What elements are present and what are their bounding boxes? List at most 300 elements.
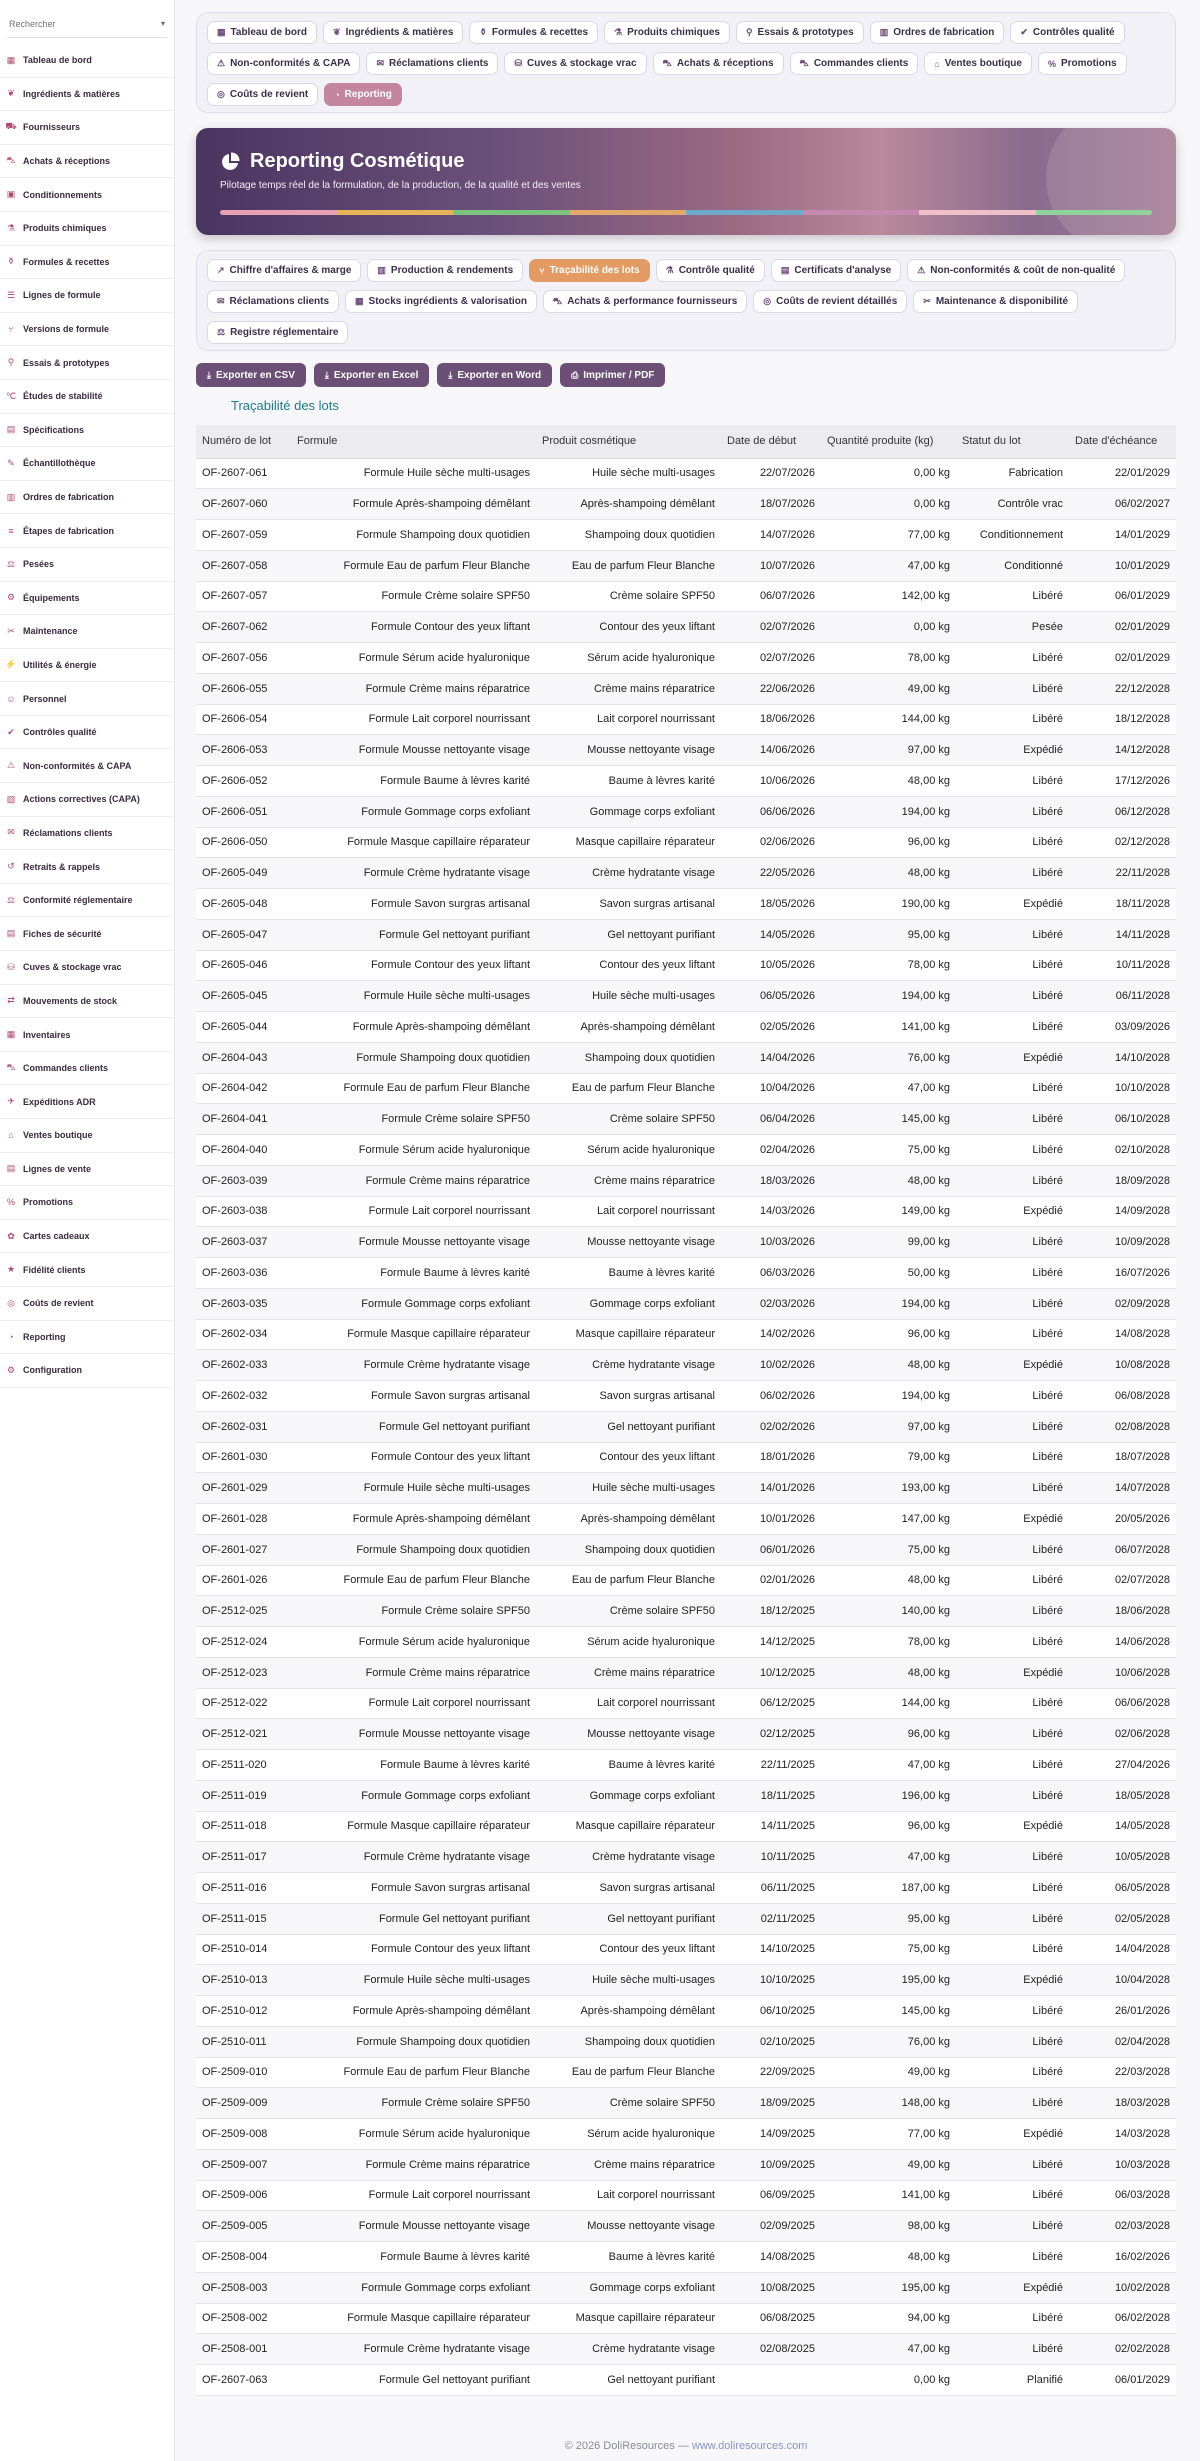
cell-start-date: 14/08/2025 xyxy=(721,2242,821,2273)
cell-product: Gommage corps exfoliant xyxy=(536,2272,721,2303)
table-row[interactable] xyxy=(196,858,1176,889)
table-row[interactable] xyxy=(196,1750,1176,1781)
sidebar-item-22[interactable] xyxy=(0,783,173,817)
sidebar-item-39[interactable] xyxy=(0,1354,173,1388)
cell-expiry-date: 14/03/2028 xyxy=(1069,2119,1176,2150)
topnav-tab-label: Contrôles qualité xyxy=(1032,27,1115,38)
table-row[interactable] xyxy=(196,950,1176,981)
sidebar-item-36[interactable] xyxy=(0,1253,173,1287)
sidebar-item-label: Pesées xyxy=(23,559,55,570)
export-csv-button[interactable] xyxy=(196,363,306,387)
table-row[interactable] xyxy=(196,1627,1176,1658)
report-tab-1[interactable] xyxy=(367,259,523,282)
cell-formula: Formule Crème mains réparatrice xyxy=(291,2149,536,2180)
sidebar-item-19[interactable] xyxy=(0,682,173,716)
cell-product: Shampoing doux quotidien xyxy=(536,1042,721,1073)
table-row[interactable] xyxy=(196,550,1176,581)
table-row[interactable] xyxy=(196,1258,1176,1289)
table-row[interactable] xyxy=(196,1196,1176,1227)
table-row[interactable] xyxy=(196,1873,1176,1904)
cell-lot-status: Libéré xyxy=(956,858,1069,889)
cell-quantity: 94,00 kg xyxy=(821,2303,956,2334)
table-row[interactable] xyxy=(196,2119,1176,2150)
cell-lot-number: OF-2605-048 xyxy=(196,889,291,920)
cell-expiry-date: 02/01/2029 xyxy=(1069,612,1176,643)
topnav-tab-10[interactable] xyxy=(653,52,784,75)
cell-lot-status: Libéré xyxy=(956,1565,1069,1596)
cell-start-date: 10/03/2026 xyxy=(721,1227,821,1258)
hero-decoration xyxy=(1046,128,1176,235)
table-row[interactable] xyxy=(196,1319,1176,1350)
table-row[interactable] xyxy=(196,1473,1176,1504)
column-header-formula[interactable]: Formule xyxy=(291,425,536,458)
table-row[interactable] xyxy=(196,735,1176,766)
report-tabs xyxy=(196,250,1176,351)
cell-lot-status: Libéré xyxy=(956,2180,1069,2211)
cell-expiry-date: 10/08/2028 xyxy=(1069,1350,1176,1381)
cell-lot-status: Libéré xyxy=(956,950,1069,981)
topnav-tab-label: Promotions xyxy=(1060,58,1117,69)
topnav-tab-1[interactable] xyxy=(323,21,463,44)
truck-icon: ⛟ xyxy=(5,121,17,132)
table-row[interactable] xyxy=(196,1442,1176,1473)
cell-quantity: 49,00 kg xyxy=(821,2149,956,2180)
cell-product: Shampoing doux quotidien xyxy=(536,2026,721,2057)
table-row[interactable] xyxy=(196,766,1176,797)
cell-lot-status: Expédié xyxy=(956,1042,1069,1073)
cell-formula: Formule Crème mains réparatrice xyxy=(291,673,536,704)
cell-lot-status: Libéré xyxy=(956,1227,1069,1258)
table-row[interactable] xyxy=(196,2180,1176,2211)
table-row[interactable] xyxy=(196,796,1176,827)
sidebar-item-27[interactable] xyxy=(0,951,173,985)
sidebar-item-17[interactable] xyxy=(0,615,173,649)
cell-lot-status: Expédié xyxy=(956,1504,1069,1535)
sidebar-item-29[interactable] xyxy=(0,1018,173,1052)
table-row[interactable] xyxy=(196,2303,1176,2334)
box-icon: ▣ xyxy=(6,189,16,200)
cell-start-date: 06/09/2025 xyxy=(721,2180,821,2211)
sidebar-item-32[interactable] xyxy=(0,1119,173,1153)
table-row[interactable] xyxy=(196,1842,1176,1873)
cell-product: Crème solaire SPF50 xyxy=(536,1104,721,1135)
cell-quantity: 49,00 kg xyxy=(821,2057,956,2088)
print-pdf-button[interactable] xyxy=(560,363,665,387)
cell-start-date: 18/09/2025 xyxy=(721,2088,821,2119)
cell-lot-number: OF-2603-037 xyxy=(196,1227,291,1258)
table-row[interactable] xyxy=(196,1227,1176,1258)
report-tab-label: Stocks ingrédients & valorisation xyxy=(368,296,527,307)
topnav-tab-2[interactable] xyxy=(469,21,598,44)
topnav-tab-0[interactable] xyxy=(207,21,317,44)
table-row[interactable] xyxy=(196,643,1176,674)
report-tab-2[interactable] xyxy=(529,259,649,282)
table-row[interactable] xyxy=(196,1135,1176,1166)
action-button-label: Exporter en Excel xyxy=(333,369,419,381)
sidebar-item-label: Commandes clients xyxy=(23,1063,109,1074)
cell-start-date: 14/06/2026 xyxy=(721,735,821,766)
table-row[interactable] xyxy=(196,2026,1176,2057)
cell-lot-status: Contrôle vrac xyxy=(956,489,1069,520)
cell-formula: Formule Crème solaire SPF50 xyxy=(291,1104,536,1135)
column-header-lot-number[interactable]: Numéro de lot xyxy=(196,425,291,458)
sidebar-item-23[interactable] xyxy=(0,817,173,851)
cell-lot-number: OF-2606-055 xyxy=(196,673,291,704)
sidebar-search xyxy=(7,10,167,38)
table-row[interactable] xyxy=(196,489,1176,520)
cell-lot-status: Libéré xyxy=(956,1073,1069,1104)
topnav-tab-8[interactable] xyxy=(366,52,498,75)
cell-expiry-date: 02/09/2028 xyxy=(1069,1288,1176,1319)
cell-lot-number: OF-2508-002 xyxy=(196,2303,291,2334)
sidebar-item-18[interactable] xyxy=(0,649,173,683)
table-row[interactable] xyxy=(196,1165,1176,1196)
report-tab-8[interactable] xyxy=(543,290,747,313)
table-row[interactable] xyxy=(196,1504,1176,1535)
table-row[interactable] xyxy=(196,1934,1176,1965)
sidebar-item-10[interactable] xyxy=(0,380,173,414)
cell-expiry-date: 18/11/2028 xyxy=(1069,889,1176,920)
cell-start-date xyxy=(721,2365,821,2396)
report-tab-label: Achats & performance fournisseurs xyxy=(567,296,738,307)
cell-lot-number: OF-2511-017 xyxy=(196,1842,291,1873)
cell-lot-number: OF-2510-013 xyxy=(196,1965,291,1996)
table-row[interactable] xyxy=(196,1719,1176,1750)
sidebar-item-8[interactable] xyxy=(0,313,173,347)
cell-product: Crème solaire SPF50 xyxy=(536,581,721,612)
sidebar-item-38[interactable] xyxy=(0,1321,173,1355)
report-tab-0[interactable] xyxy=(207,259,361,282)
sidebar-item-3[interactable] xyxy=(0,145,173,179)
table-row[interactable] xyxy=(196,2365,1176,2396)
sidebar-item-35[interactable] xyxy=(0,1220,173,1254)
cell-lot-status: Libéré xyxy=(956,1473,1069,1504)
cell-quantity: 50,00 kg xyxy=(821,1258,956,1289)
cell-lot-number: OF-2607-062 xyxy=(196,612,291,643)
table-row[interactable] xyxy=(196,1012,1176,1043)
sidebar-item-20[interactable] xyxy=(0,716,173,750)
report-tab-9[interactable] xyxy=(753,290,907,313)
report-tab-4[interactable] xyxy=(771,259,901,282)
leaf-icon: ❦ xyxy=(333,27,341,37)
cell-lot-number: OF-2509-008 xyxy=(196,2119,291,2150)
cell-lot-status: Libéré xyxy=(956,796,1069,827)
topnav-tab-label: Ingrédients & matières xyxy=(345,27,454,38)
sidebar-item-label: Produits chimiques xyxy=(23,223,107,234)
sidebar-item-7[interactable] xyxy=(0,279,173,313)
cell-start-date: 10/08/2025 xyxy=(721,2272,821,2303)
sidebar-item-24[interactable] xyxy=(0,850,173,884)
cell-quantity: 77,00 kg xyxy=(821,520,956,551)
table-row[interactable] xyxy=(196,1996,1176,2027)
table-row[interactable] xyxy=(196,673,1176,704)
cell-product: Savon surgras artisanal xyxy=(536,1381,721,1412)
cell-expiry-date: 06/03/2028 xyxy=(1069,2180,1176,2211)
sidebar-item-label: Lignes de formule xyxy=(23,290,101,301)
sidebar-item-4[interactable] xyxy=(0,178,173,212)
cell-formula: Formule Lait corporel nourrissant xyxy=(291,704,536,735)
cell-lot-status: Libéré xyxy=(956,673,1069,704)
sidebar-item-21[interactable] xyxy=(0,749,173,783)
cell-formula: Formule Savon surgras artisanal xyxy=(291,1381,536,1412)
topnav-tab-9[interactable] xyxy=(504,52,646,75)
table-row[interactable] xyxy=(196,1288,1176,1319)
sidebar-item-label: Réclamations clients xyxy=(23,827,113,838)
topnav-tab-3[interactable] xyxy=(604,21,730,44)
cell-product: Shampoing doux quotidien xyxy=(536,520,721,551)
column-header-product[interactable]: Produit cosmétique xyxy=(536,425,721,458)
table-row[interactable] xyxy=(196,2057,1176,2088)
report-tab-5[interactable] xyxy=(907,259,1125,282)
sidebar-item-15[interactable] xyxy=(0,548,173,582)
clipboard-icon: ▧ xyxy=(6,793,16,804)
chevron-down-icon[interactable]: ▾ xyxy=(160,19,165,28)
table-row[interactable] xyxy=(196,981,1176,1012)
cell-lot-number: OF-2607-061 xyxy=(196,458,291,489)
sidebar-item-37[interactable] xyxy=(0,1287,173,1321)
sidebar-item-26[interactable] xyxy=(0,917,173,951)
cell-formula: Formule Crème hydratante visage xyxy=(291,1350,536,1381)
topnav-tab-12[interactable] xyxy=(924,52,1032,75)
cell-lot-status: Libéré xyxy=(956,1934,1069,1965)
cell-expiry-date: 02/06/2028 xyxy=(1069,1719,1176,1750)
sidebar-item-5[interactable] xyxy=(0,212,173,246)
cell-product: Eau de parfum Fleur Blanche xyxy=(536,1073,721,1104)
export-word-button[interactable] xyxy=(437,363,552,387)
topnav-tab-label: Réclamations clients xyxy=(389,58,489,69)
column-header-quantity[interactable]: Quantité produite (kg) xyxy=(821,425,956,458)
sidebar-item-30[interactable] xyxy=(0,1052,173,1086)
cell-quantity: 95,00 kg xyxy=(821,1903,956,1934)
cell-product: Crème solaire SPF50 xyxy=(536,1596,721,1627)
cell-start-date: 18/03/2026 xyxy=(721,1165,821,1196)
table-row[interactable] xyxy=(196,2334,1176,2365)
cell-product: Contour des yeux liftant xyxy=(536,1934,721,1965)
sidebar-item-13[interactable] xyxy=(0,481,173,515)
cell-quantity: 187,00 kg xyxy=(821,1873,956,1904)
sidebar-item-0[interactable] xyxy=(0,44,173,78)
sidebar-item-6[interactable] xyxy=(0,246,173,280)
cell-lot-number: OF-2601-028 xyxy=(196,1504,291,1535)
cell-formula: Formule Masque capillaire réparateur xyxy=(291,827,536,858)
sidebar-item-11[interactable] xyxy=(0,414,173,448)
topnav-tab-4[interactable] xyxy=(736,21,864,44)
cell-product: Shampoing doux quotidien xyxy=(536,1534,721,1565)
table-row[interactable] xyxy=(196,919,1176,950)
cell-expiry-date: 02/07/2028 xyxy=(1069,1565,1176,1596)
topnav-tab-14[interactable] xyxy=(207,83,318,106)
cell-lot-number: OF-2606-053 xyxy=(196,735,291,766)
column-header-start-date[interactable]: Date de début xyxy=(721,425,821,458)
cell-start-date: 02/10/2025 xyxy=(721,2026,821,2057)
table-row[interactable] xyxy=(196,458,1176,489)
topnav-tab-15[interactable] xyxy=(324,83,402,106)
chart-pie-icon xyxy=(220,152,240,172)
cell-quantity: 144,00 kg xyxy=(821,704,956,735)
sidebar-item-34[interactable] xyxy=(0,1186,173,1220)
table-row[interactable] xyxy=(196,1381,1176,1412)
cell-product: Eau de parfum Fleur Blanche xyxy=(536,1565,721,1596)
coins-icon: ◎ xyxy=(7,1297,15,1308)
topnav-tab-5[interactable] xyxy=(870,21,1005,44)
cell-formula: Formule Crème solaire SPF50 xyxy=(291,2088,536,2119)
table-row[interactable] xyxy=(196,1411,1176,1442)
sidebar-item-1[interactable] xyxy=(0,78,173,112)
cell-start-date: 06/05/2026 xyxy=(721,981,821,1012)
cell-product: Baume à lèvres karité xyxy=(536,2242,721,2273)
receipt-icon: ▤ xyxy=(6,1163,16,1174)
table-row[interactable] xyxy=(196,1780,1176,1811)
table-row[interactable] xyxy=(196,1903,1176,1934)
report-tab-7[interactable] xyxy=(345,290,537,313)
cell-start-date: 10/01/2026 xyxy=(721,1504,821,1535)
table-row[interactable] xyxy=(196,2088,1176,2119)
topnav-tab-label: Cuves & stockage vrac xyxy=(527,58,637,69)
footer-link[interactable]: www.doliresources.com xyxy=(691,2440,808,2452)
cell-lot-status: Conditionné xyxy=(956,550,1069,581)
table-row[interactable] xyxy=(196,1042,1176,1073)
cell-start-date: 02/01/2026 xyxy=(721,1565,821,1596)
cell-expiry-date: 10/06/2028 xyxy=(1069,1657,1176,1688)
cell-lot-status: Libéré xyxy=(956,1750,1069,1781)
cell-lot-number: OF-2602-031 xyxy=(196,1411,291,1442)
topnav-tab-13[interactable] xyxy=(1038,52,1127,75)
sidebar-item-25[interactable] xyxy=(0,884,173,918)
topnav-tab-label: Achats & réceptions xyxy=(676,58,774,69)
cell-lot-number: OF-2606-051 xyxy=(196,796,291,827)
table-row[interactable] xyxy=(196,2272,1176,2303)
table-row[interactable] xyxy=(196,1534,1176,1565)
export-excel-button[interactable] xyxy=(314,363,429,387)
column-header-lot-status[interactable]: Statut du lot xyxy=(956,425,1069,458)
table-row[interactable] xyxy=(196,612,1176,643)
cell-product: Après-shampoing démêlant xyxy=(536,1012,721,1043)
cart-icon: ⛍ xyxy=(6,155,16,166)
table-row[interactable] xyxy=(196,1688,1176,1719)
cell-expiry-date: 06/01/2029 xyxy=(1069,581,1176,612)
cell-product: Après-shampoing démêlant xyxy=(536,489,721,520)
sidebar-item-14[interactable] xyxy=(0,514,173,548)
cell-expiry-date: 16/02/2026 xyxy=(1069,2242,1176,2273)
cell-start-date: 02/05/2026 xyxy=(721,1012,821,1043)
action-button-label: Imprimer / PDF xyxy=(583,369,655,381)
cell-lot-number: OF-2606-050 xyxy=(196,827,291,858)
table-row[interactable] xyxy=(196,2149,1176,2180)
cell-formula: Formule Eau de parfum Fleur Blanche xyxy=(291,550,536,581)
leaf-icon: ❦ xyxy=(7,88,15,99)
search-input[interactable] xyxy=(9,19,139,29)
table-row[interactable] xyxy=(196,2242,1176,2273)
table-row[interactable] xyxy=(196,704,1176,735)
sidebar-item-12[interactable] xyxy=(0,447,173,481)
cell-lot-number: OF-2605-049 xyxy=(196,858,291,889)
cell-lot-status: Expédié xyxy=(956,735,1069,766)
cell-product: Contour des yeux liftant xyxy=(536,612,721,643)
topnav-tab-label: Essais & prototypes xyxy=(757,27,854,38)
cell-product: Mousse nettoyante visage xyxy=(536,2211,721,2242)
cell-lot-status: Libéré xyxy=(956,2026,1069,2057)
table-row[interactable] xyxy=(196,1657,1176,1688)
cell-quantity: 0,00 kg xyxy=(821,612,956,643)
sidebar-item-33[interactable] xyxy=(0,1153,173,1187)
cell-quantity: 75,00 kg xyxy=(821,1534,956,1565)
table-row[interactable] xyxy=(196,1596,1176,1627)
wrench-icon: ✂ xyxy=(923,296,931,306)
document-icon: ▤ xyxy=(6,424,16,435)
table-row[interactable] xyxy=(196,520,1176,551)
report-tab-11[interactable] xyxy=(207,321,348,344)
topnav-tab-6[interactable] xyxy=(1010,21,1124,44)
sidebar-item-16[interactable] xyxy=(0,582,173,616)
cart-icon: ⛍ xyxy=(6,1062,16,1073)
cell-lot-status: Libéré xyxy=(956,1903,1069,1934)
table-row[interactable] xyxy=(196,1350,1176,1381)
cell-expiry-date: 06/10/2028 xyxy=(1069,1104,1176,1135)
report-tab-6[interactable] xyxy=(207,290,339,313)
dashboard-icon: ▦ xyxy=(217,27,226,37)
sidebar-item-9[interactable] xyxy=(0,346,173,380)
cell-quantity: 78,00 kg xyxy=(821,1627,956,1658)
cell-expiry-date: 02/02/2028 xyxy=(1069,2334,1176,2365)
report-tab-10[interactable] xyxy=(913,290,1078,313)
cell-lot-status: Expédié xyxy=(956,2119,1069,2150)
sidebar-item-2[interactable] xyxy=(0,111,173,145)
table-row[interactable] xyxy=(196,2211,1176,2242)
branch-icon: ⑂ xyxy=(539,265,545,276)
sidebar-item-label: Achats & réceptions xyxy=(23,156,111,167)
sidebar-item-31[interactable] xyxy=(0,1085,173,1119)
table-row[interactable] xyxy=(196,889,1176,920)
cell-lot-number: OF-2607-060 xyxy=(196,489,291,520)
cell-start-date: 14/03/2026 xyxy=(721,1196,821,1227)
cell-formula: Formule Shampoing doux quotidien xyxy=(291,1534,536,1565)
cell-expiry-date: 06/08/2028 xyxy=(1069,1381,1176,1412)
cell-quantity: 144,00 kg xyxy=(821,1688,956,1719)
cell-start-date: 18/06/2026 xyxy=(721,704,821,735)
topnav-tab-11[interactable] xyxy=(790,52,919,75)
store-icon: ⌂ xyxy=(934,58,940,69)
percent-icon: % xyxy=(1047,58,1056,69)
cell-product: Lait corporel nourrissant xyxy=(536,2180,721,2211)
table-row[interactable] xyxy=(196,581,1176,612)
hero-bar-segment xyxy=(919,210,1036,215)
table-row[interactable] xyxy=(196,1965,1176,1996)
cell-quantity: 195,00 kg xyxy=(821,1965,956,1996)
table-row[interactable] xyxy=(196,1811,1176,1842)
cell-quantity: 48,00 kg xyxy=(821,858,956,889)
column-header-expiry-date[interactable]: Date d'échéance xyxy=(1069,425,1176,458)
report-tab-3[interactable] xyxy=(656,259,765,282)
sidebar-item-28[interactable] xyxy=(0,985,173,1019)
table-row[interactable] xyxy=(196,1565,1176,1596)
user-icon: ☺ xyxy=(6,693,16,704)
cell-formula: Formule Crème mains réparatrice xyxy=(291,1657,536,1688)
cell-quantity: 47,00 kg xyxy=(821,1073,956,1104)
cell-product: Crème mains réparatrice xyxy=(536,1165,721,1196)
cell-formula: Formule Lait corporel nourrissant xyxy=(291,2180,536,2211)
table-row[interactable] xyxy=(196,827,1176,858)
table-row[interactable] xyxy=(196,1073,1176,1104)
cell-expiry-date: 22/01/2029 xyxy=(1069,458,1176,489)
cell-formula: Formule Masque capillaire réparateur xyxy=(291,2303,536,2334)
cell-formula: Formule Mousse nettoyante visage xyxy=(291,735,536,766)
table-row[interactable] xyxy=(196,1104,1176,1135)
topnav-tab-7[interactable] xyxy=(207,52,360,75)
cell-lot-number: OF-2602-032 xyxy=(196,1381,291,1412)
cell-lot-status: Expédié xyxy=(956,1350,1069,1381)
cell-product: Baume à lèvres karité xyxy=(536,1750,721,1781)
cell-start-date: 14/05/2026 xyxy=(721,919,821,950)
